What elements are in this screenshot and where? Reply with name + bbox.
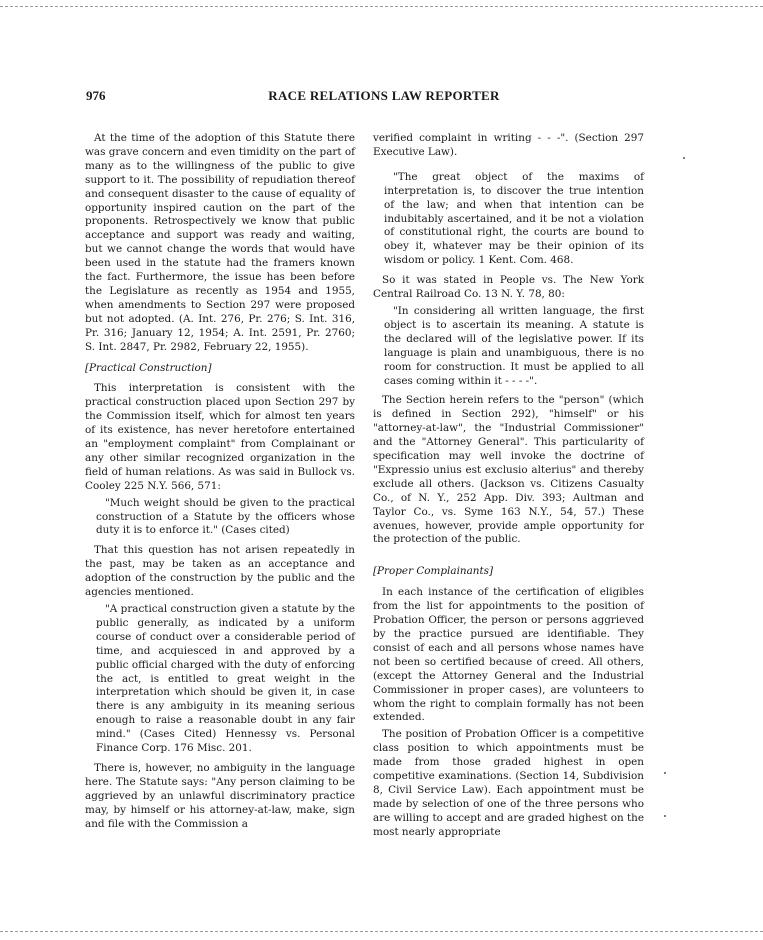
paragraph-people-vs-central-railroad: So it was stated in People vs. The New York Central Railroad Co. 13 N. Y. 78, 80: — [373, 274, 644, 301]
right-column — [373, 132, 644, 843]
scan-speck — [664, 772, 666, 774]
quote-kent-commentaries: "The great object of the maxims of interpretation is, to discover the true intention of the law; and when that intention can be indubitably ascertained, and it be not a violation of constitutional right, the courts are bound to obey it, whatever may be their opinion of its wisdom or policy. 1 Kent. Com. 468. — [384, 170, 644, 267]
left-column — [85, 132, 355, 835]
top-scan-edge — [0, 6, 763, 7]
paragraph-certification-of-eligibles: In each instance of the certification of eligibles from the list for appointments to the position of Probation Officer, the person or persons aggrieved by the practice pursued are identifiable. They consist of each and all persons whose names have not been so certified because of creed. All others, (except the Attorney General and the Industrial Commissioner in proper cases), are volunteers to whom the right to complain formally has not been extended. — [373, 586, 644, 724]
section-heading-practical-construction: [Practical Construction] — [85, 361, 212, 374]
paragraph-interpretation: This interpretation is consistent with the practical construction placed upon Section 297 by the Commission itself, which for almost ten years of its existence, has never heretofore entertained an "employment complaint" from Complainant or any other similar recognized organization in the field of human relations. As was said in Bullock vs. Cooley 225 N.Y. 566, 571: — [85, 382, 355, 492]
paragraph-question-not-arisen: That this question has not arisen repeatedly in the past, may be taken as an acceptance and adoption of the construction by the public and the agencies mentioned. — [85, 544, 355, 599]
paragraph-no-ambiguity: There is, however, no ambiguity in the language here. The Statute says: "Any person claiming to be aggrieved by an unlawful discriminatory practice may, by himself or his attorney-at-law, make, sign and file with the Commission a — [85, 761, 355, 830]
paragraph-verified-complaint: verified complaint in writing - - -". (Section 297 Executive Law). — [373, 132, 644, 158]
running-head: RACE RELATIONS LAW REPORTER — [268, 88, 500, 103]
paragraph-statute-adoption: At the time of the adoption of this Statute there was grave concern and even timidity on the part of many as to the willingness of the public to give support to it. The possibility of repudiation thereof and consequent disaster to the cause of equality of opportunity inspired caution on the part of the proponents. Retrospectively we know that public acceptance and support was ready and waiting, but we cannot change the words that would have been used in the statute had the framers known the fact. Furthermore, the issue has been before the Legislature as recently as 1954 and 1955, when amendments to Section 297 were proposed but not adopted. (A. Int. 276, Pr. 276; S. Int. 316, Pr. 316; January 12, 1954; A. Int. 2591, Pr. 2760; S. Int. 2847, Pr. 2982, February 22, 1955). — [85, 132, 355, 353]
page-number: 976 — [86, 88, 106, 103]
paragraph-section-refers: The Section herein refers to the "person" (which is defined in Section 292), "himself" or his "attorney-at-law", the "Industrial Commissioner" and the "Attorney General". This particularity of specification may well invoke the doctrine of "Expressio unius est exclusio alterius" and thereby exclude all others. (Jackson vs. Citizens Casualty Co., of N. Y., 252 App. Div. 393; Aultman and Taylor Co., vs. Syme 163 N.Y., 54, 57.) These avenues, however, provide ample opportunity for the protection of the public. — [373, 394, 644, 546]
quote-hennessy: "A practical construction given a statute by the public generally, as indicated by a uniform course of conduct over a considerable period of time, and acquiesced in and approved by a public official charged with the duty of enforcing the act, is entitled to great weight in the interpretation which should be given it, in case there is any ambiguity in its meaning serious enough to raise a reasonable doubt in any fair mind." (Cases Cited) Hennessy vs. Personal Finance Corp. 176 Misc. 201. — [96, 603, 355, 755]
paragraph-probation-officer-position: The position of Probation Officer is a competitive class position to which appointments must be made from those graded highest in open competitive examinations. (Section 14, Subdivision 8, Civil Service Law). Each appointment must be made by selection of one of the three persons who are willing to accept and are graded highest on the most nearly appropriate — [373, 728, 644, 838]
quote-bullock-cooley: "Much weight should be given to the practical construction of a Statute by the officers whose duty it is to enforce it." (Cases cited) — [96, 496, 355, 537]
section-heading-proper-complainants: [Proper Complainants] — [373, 565, 494, 578]
bottom-scan-edge — [0, 931, 763, 932]
scan-speck — [664, 815, 666, 817]
quote-written-language: "In considering all written language, the first object is to ascertain its meaning. A statute is the declared will of the legislative power. If its language is plain and unambiguous, there is no room for construction. It must be applied to all cases coming within it - - - -". — [384, 304, 644, 387]
scan-speck — [683, 157, 685, 159]
